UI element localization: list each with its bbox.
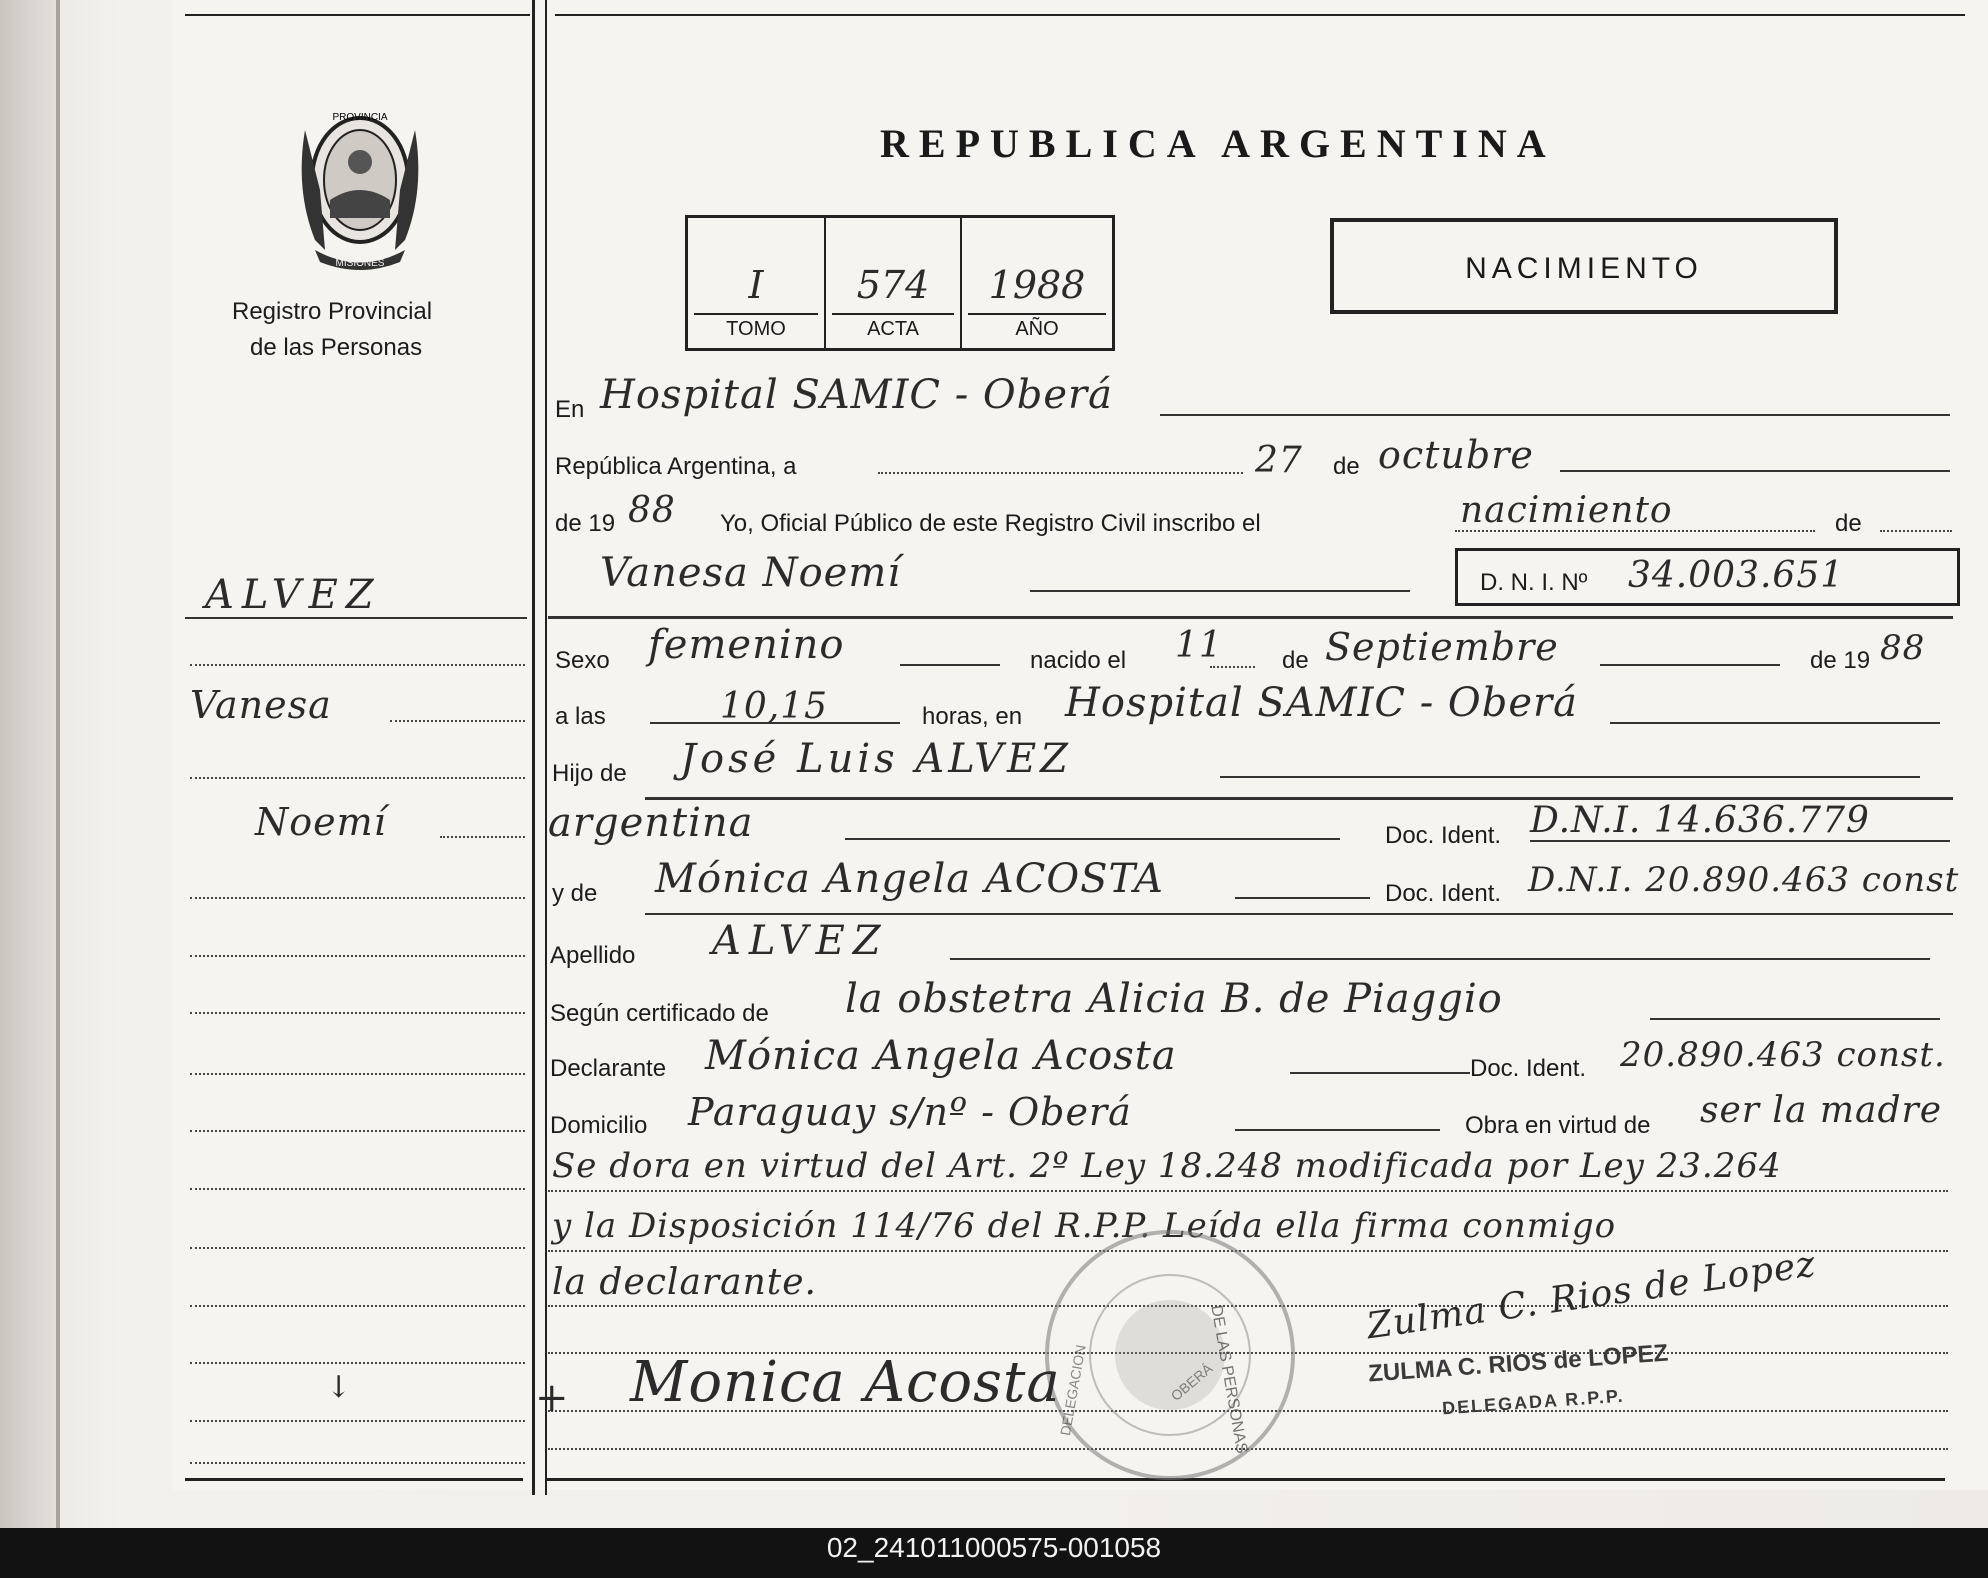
margin-line <box>390 720 525 722</box>
line-birth-day <box>1210 666 1255 668</box>
margin-line <box>190 1420 525 1422</box>
line-mother <box>1235 897 1370 899</box>
margin-line <box>190 1462 525 1464</box>
line-certified-by <box>1650 1018 1940 1020</box>
entry-note-line3: la declarante. <box>552 1262 817 1303</box>
acta-cell <box>826 218 962 348</box>
stamp-text-left: DELEGACION <box>1057 1343 1089 1437</box>
label-de-2: de <box>1835 510 1862 537</box>
line-sex <box>900 664 1000 666</box>
line-father-doc <box>1530 840 1950 842</box>
entry-full-name: Vanesa Noemí <box>600 550 902 596</box>
margin-line <box>190 955 525 957</box>
declarant-signature: Monica Acosta <box>630 1350 1061 1415</box>
entry-birth-time: 10,15 <box>720 686 829 727</box>
margin-line <box>190 897 525 899</box>
entry-place: Hospital SAMIC - Oberá <box>600 372 1113 418</box>
official-name: ZULMA C. RIOS de LOPEZ <box>1367 1339 1669 1388</box>
anio-label: AÑO <box>1015 318 1059 340</box>
entry-birth-day: 11 <box>1175 625 1223 666</box>
line-birth-place <box>1610 722 1940 724</box>
line-birth-month <box>1600 664 1780 666</box>
label-horas-en: horas, en <box>922 703 1023 730</box>
top-rule-left <box>185 14 530 16</box>
entry-declarant: Mónica Angela Acosta <box>705 1033 1177 1079</box>
label-republica: República Argentina, a <box>555 453 797 480</box>
label-de-19b: de 19 <box>1810 647 1871 674</box>
label-segun-certificado: Según certificado de <box>550 1000 769 1027</box>
line-month <box>1560 470 1950 472</box>
entry-birth-month: Septiembre <box>1325 625 1559 669</box>
line-full-name <box>1030 590 1410 592</box>
label-a-las: a las <box>555 703 606 730</box>
entry-by-virtue-of: ser la madre <box>1700 1090 1943 1131</box>
margin-first-name: Vanesa <box>190 683 332 727</box>
official-stamp <box>1045 1230 1295 1480</box>
label-domicilio: Domicilio <box>550 1112 648 1139</box>
anio-rule <box>968 313 1106 315</box>
entry-month: octubre <box>1378 433 1534 477</box>
margin-line <box>190 1073 525 1075</box>
margin-line <box>190 1188 525 1190</box>
entry-birth-place: Hospital SAMIC - Oberá <box>1065 680 1578 726</box>
column-divider <box>532 0 535 1495</box>
entry-event: nacimiento <box>1460 490 1673 531</box>
margin-line <box>440 836 525 838</box>
label-apellido: Apellido <box>550 942 636 969</box>
label-hijo-de: Hijo de <box>552 760 627 787</box>
bottom-rule-right <box>545 1478 1945 1481</box>
label-y-de: y de <box>552 880 598 907</box>
label-declarante: Declarante <box>550 1055 667 1082</box>
line-nationality <box>845 838 1340 840</box>
margin-line <box>190 777 525 779</box>
binding-strip <box>0 0 60 1528</box>
line-surname <box>950 958 1930 960</box>
emblem-bottom-text: MISIONES <box>335 258 385 269</box>
entry-sex: femenino <box>648 622 845 668</box>
record-type-label: NACIMIENTO <box>1465 252 1703 285</box>
tomo-cell <box>688 218 826 348</box>
label-dni: D. N. I. Nº <box>1480 569 1588 596</box>
emblem-top-text: PROVINCIA <box>332 112 388 123</box>
tomo-label: TOMO <box>726 318 786 340</box>
dni-box <box>1455 548 1960 606</box>
margin-line <box>190 1305 525 1307</box>
anio-value: 1988 <box>988 263 1086 307</box>
label-obra-en-virtud: Obra en virtud de <box>1465 1112 1651 1139</box>
entry-father: José Luis ALVEZ <box>680 736 1072 782</box>
registry-office-line2: de las Personas <box>250 334 423 361</box>
line-republica <box>878 472 1243 474</box>
line-address <box>1235 1129 1440 1131</box>
label-de-19: de 19 <box>555 510 616 537</box>
margin-line <box>190 1130 525 1132</box>
notes-line <box>548 1190 1948 1192</box>
line-declarant <box>1290 1072 1470 1074</box>
stamp-text-right: DE LAS PERSONAS <box>1207 1304 1251 1455</box>
bottom-rule-left <box>185 1478 523 1481</box>
entry-year-suffix: 88 <box>628 490 676 531</box>
entry-mother: Mónica Angela ACOSTA <box>655 856 1164 902</box>
declarant-mark: + <box>535 1375 570 1421</box>
label-doc-ident-1: Doc. Ident. <box>1385 822 1502 849</box>
column-divider-inner <box>545 0 547 1495</box>
image-caption: 02_241011000575-001058 <box>826 1532 1162 1563</box>
official-title: DELEGADA R.P.P. <box>1441 1385 1626 1419</box>
province-emblem-icon <box>285 100 435 270</box>
notes-line <box>548 1250 1948 1252</box>
margin-line <box>190 1247 525 1249</box>
rule-section <box>548 616 1953 619</box>
entry-mother-doc: D.N.I. 20.890.463 const <box>1528 860 1960 900</box>
label-doc-ident-2: Doc. Ident. <box>1385 880 1502 907</box>
entry-note-line1: Se dora en virtud del Art. 2º Ley 18.248 modificada por Ley 23.264 <box>552 1146 1782 1186</box>
record-type-box <box>1330 218 1838 314</box>
tomo-value: I <box>748 263 764 307</box>
margin-surname: ALVEZ <box>205 572 382 618</box>
line-place <box>1160 414 1950 416</box>
label-yo-oficial: Yo, Oficial Público de este Registro Civil inscribo el <box>720 510 1261 537</box>
entry-father-doc: D.N.I. 14.636.779 <box>1530 800 1870 841</box>
entry-certified-by: la obstetra Alicia B. de Piaggio <box>845 976 1503 1022</box>
line-father <box>1220 776 1920 778</box>
registry-office-line1: Registro Provincial <box>232 298 433 325</box>
acta-value: 574 <box>856 263 930 307</box>
stamp-text-bottom: OBERÁ <box>1167 1360 1216 1404</box>
margin-line <box>190 1362 525 1364</box>
rule-mother <box>645 913 1953 915</box>
margin-second-name: Noemí <box>255 800 387 844</box>
record-reference-box <box>685 215 1115 351</box>
margin-line <box>190 664 525 666</box>
label-de-3: de <box>1282 647 1309 674</box>
entry-father-nationality: argentina <box>548 800 754 846</box>
entry-declarant-doc: 20.890.463 const. <box>1620 1035 1946 1075</box>
margin-mark: ↓ <box>326 1370 353 1405</box>
entry-address: Paraguay s/nº - Oberá <box>688 1090 1132 1134</box>
label-de-1: de <box>1333 453 1360 480</box>
entry-birth-year-suffix: 88 <box>1880 628 1926 668</box>
top-rule-right <box>555 14 1965 16</box>
margin-line <box>190 1012 525 1014</box>
label-nacido-el: nacido el <box>1030 647 1127 674</box>
line-event <box>1455 530 1815 532</box>
entry-note-line2: y la Disposición 114/76 del R.P.P. Leída ella firma conmigo <box>552 1206 1617 1246</box>
label-en: En <box>555 396 585 423</box>
label-sexo: Sexo <box>555 647 610 674</box>
tomo-rule <box>694 313 818 315</box>
anio-cell <box>962 218 1112 348</box>
country-title: REPUBLICA ARGENTINA <box>880 121 1556 166</box>
label-doc-ident-3: Doc. Ident. <box>1470 1055 1587 1082</box>
entry-surname: ALVEZ <box>712 918 889 964</box>
line-event-end <box>1880 530 1952 532</box>
acta-label: ACTA <box>867 318 919 340</box>
acta-rule <box>832 313 954 315</box>
official-signature: Zulma C. Rios de Lopez <box>1364 1243 1819 1348</box>
spine-line <box>56 0 60 1528</box>
entry-day: 27 <box>1255 440 1303 481</box>
entry-dni: 34.003.651 <box>1628 555 1845 596</box>
